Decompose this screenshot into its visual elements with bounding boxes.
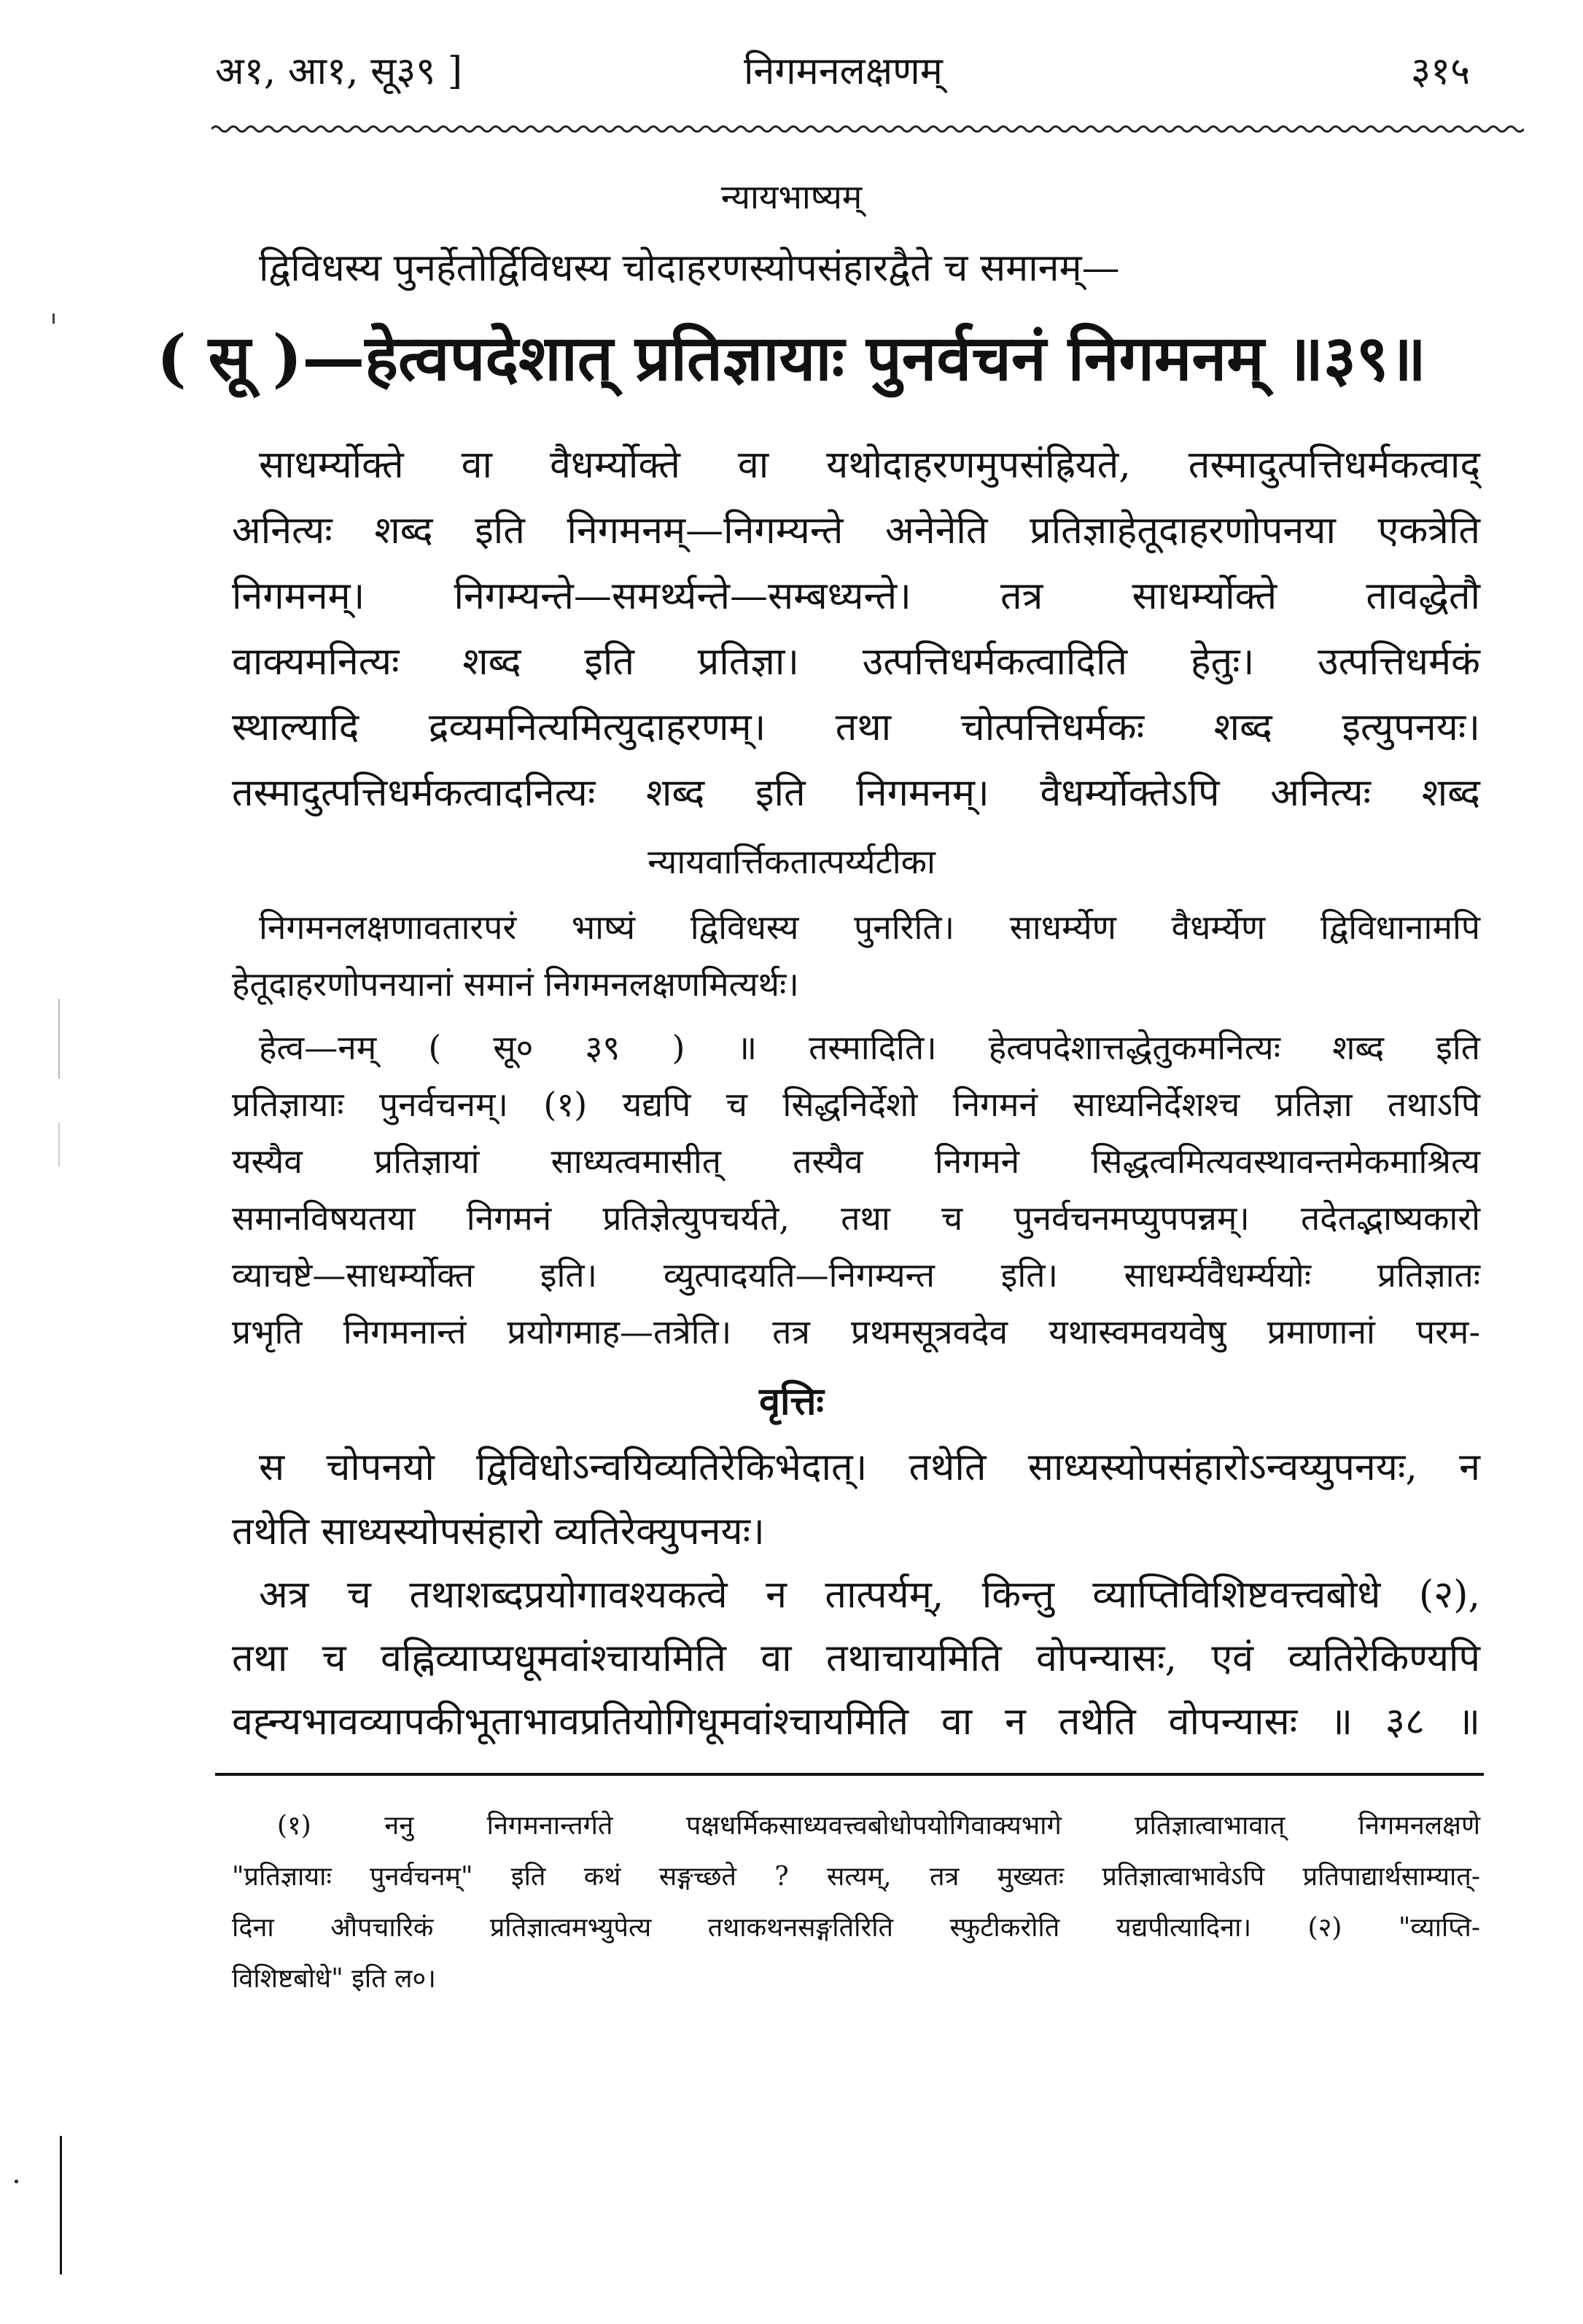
bhashya-line: निगमनम्। निगम्यन्ते—समर्थ्यन्ते—सम्बध्यन्ते। तत्र साधर्म्योक्ते तावद्धेतौ (232, 574, 1480, 618)
vritti-line: स चोपनयो द्विविधोऽन्वयिव्यतिरेकिभेदात्। तथेति साध्यस्योपसंहारोऽन्वय्युपनयः, न (259, 1446, 1480, 1489)
header-wavy-rule (211, 122, 1524, 136)
scan-mark (60, 2136, 62, 2274)
scan-mark (58, 1123, 60, 1166)
header-page-number: ३१५ (1411, 50, 1471, 93)
vritti-heading: वृत्तिः (759, 1379, 824, 1424)
tika-line: व्याचष्टे—साधर्म्योक्त इति। व्युत्पादयति—निगम्यन्त इति। साधर्म्यवैधर्म्ययोः प्रतिज्ञातः (232, 1255, 1480, 1295)
bhashya-intro: द्विविधस्य पुनर्हेतोर्द्विविधस्य चोदाहरणस्योपसंहारद्वैते च समानम्— (259, 246, 1120, 290)
header-title: निगमनलक्षणम् (744, 50, 943, 93)
tika-line: हेत्व—नम् ( सू० ३९ ) ॥ तस्मादिति। हेत्वपदेशात्तद्धेतुकमनित्यः शब्द इति (259, 1028, 1480, 1067)
bhashya-heading: न्यायभाष्यम् (720, 177, 863, 217)
bhashya-line: स्थाल्यादि द्रव्यमनित्यमित्युदाहरणम्। तथा चोत्पत्तिधर्मकः शब्द इत्युपनयः। (232, 706, 1480, 749)
footnote-line: विशिष्टबोधे" इति ल०। (232, 1964, 436, 1994)
vritti-line: वह्न्यभावव्यापकीभूताभावप्रतियोगिधूमवांश्चायमिति वा न तथेति वोपन्यासः ॥ ३८ ॥ (232, 1700, 1480, 1744)
vritti-line: तथा च वह्निव्याप्यधूमवांश्चायमिति वा तथाचायमिति वोपन्यासः, एवं व्यतिरेकिण्यपि (232, 1637, 1480, 1680)
header-section-ref: अ१, आ१, सू३९ ] (215, 50, 463, 93)
footnote-rule (215, 1773, 1484, 1776)
tika-line: हेतूदाहरणोपनयानां समानं निगमनलक्षणमित्यर्थः। (232, 964, 799, 1004)
tika-line: यस्यैव प्रतिज्ञायां साध्यत्वमासीत् तस्यैव निगमने सिद्धत्वमित्यवस्थावन्तमेकमाश्रित्य (232, 1142, 1480, 1181)
tika-line: प्रभृति निगमनान्तं प्रयोगमाह—तत्रेति। तत्र प्रथमसूत्रवदेव यथास्वमवयवेषु प्रमाणानां परम- (232, 1312, 1480, 1352)
tika-line: समानविषयतया निगमनं प्रतिज्ञेत्युपचर्यते, तथा च पुनर्वचनमप्युपपन्नम्। तदेतद्भाष्यकारो (232, 1198, 1480, 1238)
bhashya-line: साधर्म्योक्ते वा वैधर्म्योक्ते वा यथोदाहरणमुपसंह्रियते, तस्मादुत्पत्तिधर्मकत्वाद् (259, 443, 1480, 487)
footnote-line: दिना औपचारिकं प्रतिज्ञात्वमभ्युपेत्य तथाकथनसङ्गतिरिति स्फुटीकरोति यद्यपीत्यादिना। (२) "व्याप्ति- (232, 1913, 1480, 1943)
footnote-line: "प्रतिज्ञायाः पुनर्वचनम्" इति कथं सङ्गच्छते ? सत्यम्, तत्र मुख्यतः प्रतिज्ञात्वाभावेऽपि प्रतिपाद्यार्थसाम्यात्- (232, 1862, 1480, 1892)
scan-mark (52, 313, 55, 324)
scan-mark (15, 2180, 18, 2183)
bhashya-line: अनित्यः शब्द इति निगमनम्—निगम्यन्ते अनेनेति प्रतिज्ञाहेतूदाहरणोपनया एकत्रेति (232, 509, 1480, 553)
bhashya-line: वाक्यमनित्यः शब्द इति प्रतिज्ञा। उत्पत्तिधर्मकत्वादिति हेतुः। उत्पत्तिधर्मकं (232, 640, 1480, 684)
scan-mark (58, 999, 60, 1079)
tika-line: निगमनलक्षणावतारपरं भाष्यं द्विविधस्य पुनरिति। साधर्म्येण वैधर्म्येण द्विविधानामपि (259, 908, 1480, 947)
vritti-line: तथेति साध्यस्योपसंहारो व्यतिरेक्युपनयः। (232, 1510, 765, 1553)
bhashya-line: तस्मादुत्पत्तिधर्मकत्वादनित्यः शब्द इति निगमनम्। वैधर्म्योक्तेऽपि अनित्यः शब्द (232, 771, 1480, 815)
footnote-line: (१) ननु निगमनान्तर्गते पक्षधर्मिकसाध्यवत्त्वबोधोपयोगिवाक्यभागे प्रतिज्ञात्वाभावात् निगमनलक्षणे (277, 1811, 1480, 1841)
sutra-39: ( सू )—हेत्वपदेशात् प्रतिज्ञायाः पुनर्वचनं निगमनम् ॥३९॥ (156, 321, 1427, 395)
tika-heading: न्यायवार्त्तिकतात्पर्य्यटीका (647, 842, 936, 881)
tika-line: प्रतिज्ञायाः पुनर्वचनम्। (१) यद्यपि च सिद्धनिर्देशो निगमनं साध्यनिर्देशश्च प्रतिज्ञा तथाऽपि (232, 1085, 1480, 1124)
vritti-line: अत्र च तथाशब्दप्रयोगावश्यकत्वे न तात्पर्यम्, किन्तु व्याप्तिविशिष्टवत्त्वबोधे (२), (259, 1573, 1480, 1617)
